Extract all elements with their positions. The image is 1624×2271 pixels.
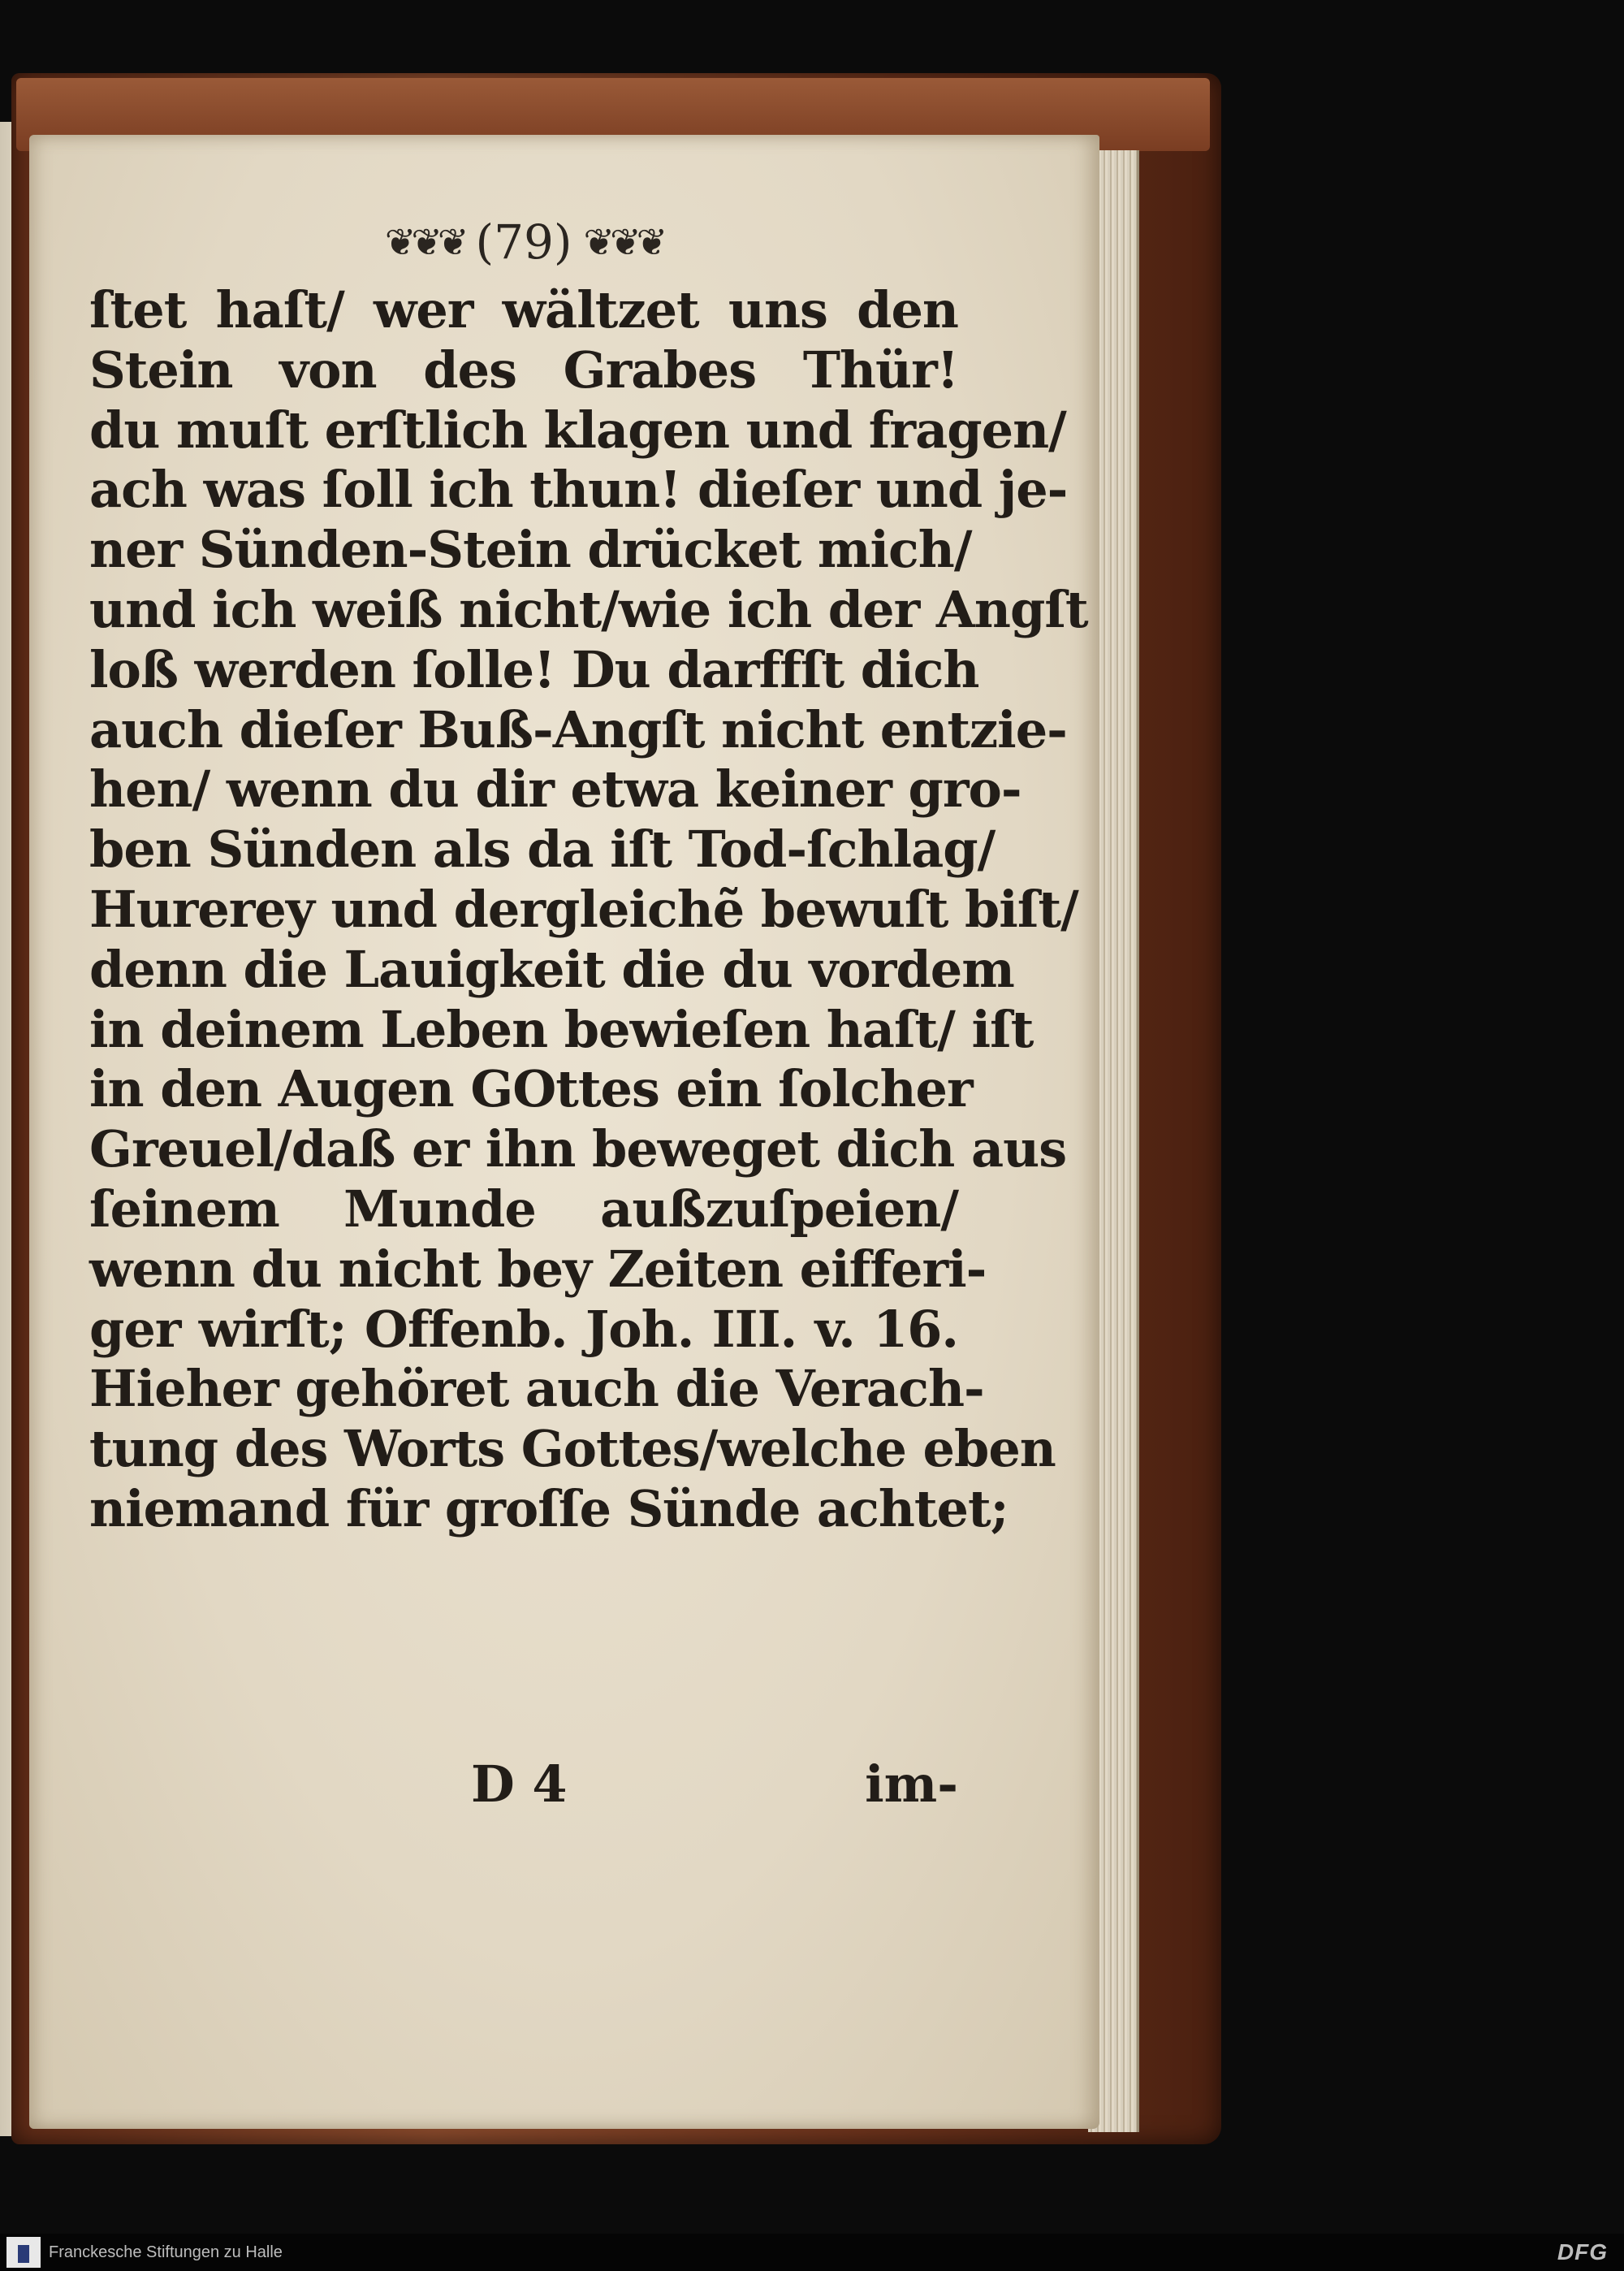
text-line: ſeinem Munde außzuſpeien/	[89, 1179, 958, 1239]
text-line: Stein von des Grabes Thür!	[89, 340, 958, 400]
institution-name: Franckesche Stiftungen zu Halle	[49, 2243, 283, 2261]
institution-branding	[6, 2237, 283, 2268]
ornament-left-icon: ❦❦❦	[384, 220, 464, 264]
text-line: Hieher gehöret auch die Verach-	[89, 1359, 984, 1419]
text-line: du muſt erſtlich klagen und fragen/	[89, 400, 1066, 460]
text-line: denn die Lauigkeit die du vordem	[89, 939, 1014, 999]
text-line: loß werden ſolle! Du darffſt dich	[89, 639, 979, 699]
text-line: niemand für groſſe Sünde achtet;	[89, 1478, 1009, 1538]
page-footer	[89, 1754, 958, 1814]
text-line: Greuel/daß er ihn beweget dich aus	[89, 1119, 1067, 1179]
text-line: in deinem Leben bewieſen haſt/ iſt	[89, 999, 1034, 1059]
text-line: tung des Worts Gottes/welche eben	[89, 1419, 1056, 1479]
text-line: ſtet haſt/ wer wältzet uns den	[89, 280, 958, 340]
text-line: wenn du nicht bey Zeiten eifferi-	[89, 1239, 987, 1299]
text-line: und ich weiß nicht/wie ich der Angſt	[89, 579, 1088, 639]
institution-logo-icon	[6, 2237, 41, 2268]
dfg-logo: DFG	[1557, 2239, 1608, 2265]
text-line: in den Augen GOttes ein ſolcher	[89, 1059, 973, 1119]
signature-mark: D 4	[471, 1754, 568, 1814]
catchword: im-	[865, 1754, 958, 1814]
text-line: ner Sünden-Stein drücket mich/	[89, 520, 972, 580]
text-line: hen/ wenn du dir etwa keiner gro-	[89, 759, 1021, 820]
body-text	[89, 280, 1088, 1539]
text-line: ach was ſoll ich thun! dieſer und je-	[89, 460, 1068, 520]
text-line: auch dieſer Buß-Angſt nicht entzie-	[89, 699, 1067, 759]
text-line: ben Sünden als da iſt Tod-ſchlag/	[89, 820, 996, 880]
viewer-footer-bar	[0, 2234, 1624, 2271]
page-number: (79)	[475, 214, 572, 270]
text-line: ger wirſt; Offenb. Joh. III. v. 16.	[89, 1299, 958, 1359]
ornament-right-icon: ❦❦❦	[583, 220, 663, 264]
text-line: Hurerey und dergleichẽ bewuſt biſt/	[89, 879, 1078, 939]
page-header	[374, 210, 674, 275]
